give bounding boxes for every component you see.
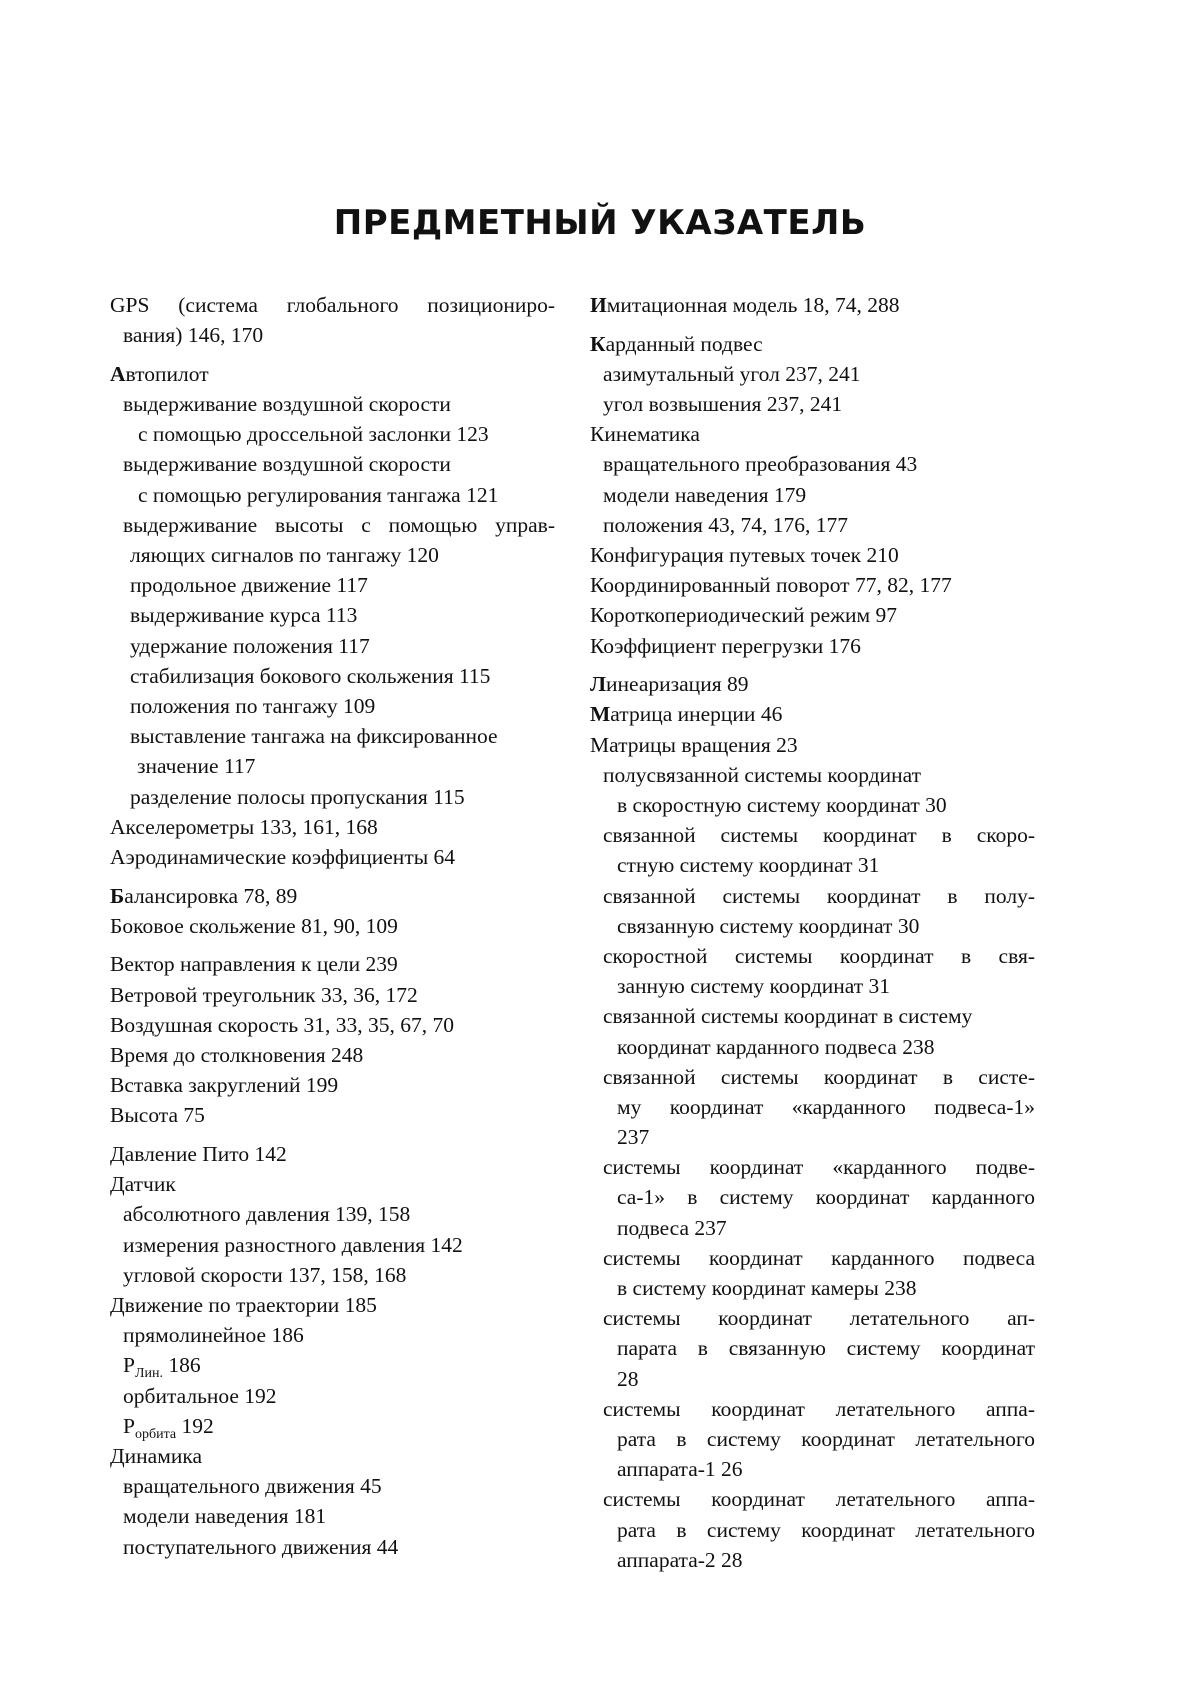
- index-entry-subscript: Лин.: [134, 1366, 163, 1382]
- index-entry-text: Короткопериодический режим 97: [590, 603, 898, 628]
- index-letter-group: [110, 881, 555, 941]
- index-subentry: [590, 850, 1035, 880]
- index-subentry: [110, 1471, 555, 1501]
- index-entry-text: вания) 146, 170: [123, 323, 264, 348]
- index-subentry: [590, 449, 1035, 479]
- index-entry: [590, 540, 1035, 570]
- index-entry-text: митационная модель 18, 74, 288: [606, 293, 900, 317]
- index-subentry: [590, 1484, 1035, 1514]
- index-entry: [590, 419, 1035, 449]
- index-subentry: [110, 1411, 555, 1441]
- index-entry-text: вращательного преобразования 43: [603, 452, 918, 477]
- index-subentry: [590, 971, 1035, 1001]
- index-entry-text: Ветровой треугольник 33, 36, 172: [110, 982, 418, 1007]
- index-letter-group: [590, 290, 1035, 320]
- index-entry: [590, 329, 1035, 359]
- page-title: ПРЕДМЕТНЫЙ УКАЗАТЕЛЬ: [333, 202, 867, 243]
- index-initial-letter: М: [590, 702, 611, 727]
- index-entry: [110, 1169, 555, 1199]
- index-subentry: [590, 389, 1035, 419]
- index-entry-text: модели наведения 179: [603, 482, 807, 507]
- index-entry-text: са-1» в систему координат карданного: [617, 1185, 1035, 1210]
- index-entry-subscript: орбита: [134, 1426, 177, 1442]
- index-entry-text: парата в связанную систему координат: [617, 1336, 1035, 1361]
- index-entry: [590, 290, 1035, 320]
- index-page-ref: 192: [176, 1413, 214, 1438]
- index-entry-text: Коэффициент перегрузки 176: [590, 633, 861, 658]
- index-entry: [110, 980, 555, 1010]
- index-entry-text: аппарата-2 28: [617, 1547, 743, 1572]
- index-subentry: [590, 1394, 1035, 1424]
- index-subentry: [590, 1515, 1035, 1545]
- index-entry-text: выдерживание воздушной скорости: [123, 452, 451, 477]
- index-entry: [110, 881, 555, 911]
- index-entry-text: стабилизация бокового скольжения 115: [130, 663, 491, 688]
- index-page-ref: 186: [162, 1353, 201, 1378]
- index-entry-text: Аэродинамические коэффициенты 64: [110, 844, 456, 869]
- index-entry-text: выдерживание высоты с помощью управ-: [123, 512, 555, 537]
- index-entry-text: системы координат летательного ап-: [603, 1306, 1035, 1331]
- index-subentry: [110, 1260, 555, 1290]
- index-entry-text: разделение полосы пропускания 115: [130, 784, 465, 809]
- index-entry-text: стную систему координат 31: [617, 853, 880, 878]
- index-entry-text: положения по тангажу 109: [130, 693, 376, 718]
- index-entry-text: угол возвышения 237, 241: [603, 392, 843, 417]
- index-entry: [110, 1139, 555, 1169]
- index-subentry: [110, 480, 555, 510]
- index-entry: [110, 290, 555, 320]
- index-entry-text: в систему координат камеры 238: [617, 1276, 917, 1300]
- index-entry-text: GPS (система глобального позициониро-: [110, 293, 555, 317]
- index-entry: [590, 730, 1035, 760]
- index-subentry: [110, 1199, 555, 1229]
- index-subentry: [590, 510, 1035, 540]
- index-initial-letter: К: [590, 331, 606, 356]
- index-subentry: [110, 570, 555, 600]
- index-subentry: [590, 1182, 1035, 1212]
- index-entry-text: P: [123, 1353, 135, 1378]
- index-initial-letter: Б: [110, 883, 125, 908]
- index-entry-text: связанной системы координат в полу-: [603, 883, 1035, 908]
- index-entry: [110, 1441, 555, 1471]
- index-subentry: [590, 760, 1035, 790]
- index-entry-text: скоростной системы координат в свя-: [603, 943, 1035, 968]
- index-entry-text: Вектор направления к цели 239: [110, 952, 398, 977]
- index-entry-text: значение 117: [137, 754, 256, 779]
- index-entry-text: Высота 75: [110, 1103, 205, 1128]
- index-entry: [110, 842, 555, 872]
- index-subentry: [590, 941, 1035, 971]
- index-subentry: [590, 1273, 1035, 1303]
- index-entry-text: удержание положения 117: [130, 633, 370, 658]
- index-entry-text: Воздушная скорость 31, 33, 35, 67, 70: [110, 1012, 455, 1037]
- index-entry-text: 28: [617, 1366, 639, 1391]
- index-entry-text: рата в систему координат летательного: [617, 1426, 1035, 1451]
- index-entry-text: подвеса 237: [617, 1215, 727, 1240]
- index-subentry: [590, 480, 1035, 510]
- index-entry-text: ляющих сигналов по тангажу 120: [130, 543, 439, 567]
- index-entry-text: продольное движение 117: [130, 573, 368, 598]
- index-subentry: [110, 389, 555, 419]
- index-subentry: [590, 911, 1035, 941]
- index-letter-group: [590, 329, 1035, 661]
- index-entry-text: прямолинейное 186: [123, 1323, 304, 1348]
- index-entry-text: связанной системы координат в скоро-: [603, 823, 1035, 848]
- index-subentry: [110, 419, 555, 449]
- index-letter-group: [590, 669, 1035, 1575]
- index-subentry: [590, 1092, 1035, 1122]
- index-subentry: [590, 820, 1035, 850]
- index-entry-text: полусвязанной системы координат: [603, 762, 922, 787]
- index-subentry: [590, 1424, 1035, 1454]
- index-subentry: [110, 1230, 555, 1260]
- index-entry-text: выдерживание воздушной скорости: [123, 392, 451, 417]
- index-column-right: [590, 290, 1035, 1583]
- index-entry: [110, 1010, 555, 1040]
- index-entry-text: P: [123, 1413, 135, 1438]
- index-entry-text: Конфигурация путевых точек 210: [590, 543, 899, 567]
- index-entry: [110, 911, 555, 941]
- index-entry-text: поступательного движения 44: [123, 1534, 399, 1559]
- index-subentry: [110, 540, 555, 570]
- index-entry: [110, 949, 555, 979]
- index-entry-text: Динамика: [110, 1443, 202, 1468]
- index-entry-text: системы координат летательного аппа-: [603, 1487, 1035, 1512]
- index-entry: [590, 600, 1035, 630]
- index-entry-text: атрица инерции 46: [610, 702, 783, 727]
- index-subentry: [110, 751, 555, 781]
- index-subentry: [590, 1001, 1035, 1031]
- index-entry-text: рата в систему координат летательного: [617, 1517, 1035, 1542]
- index-subentry: [590, 1364, 1035, 1394]
- index-letter-group: [110, 1139, 555, 1562]
- index-entry-text: системы координат летательного аппа-: [603, 1396, 1035, 1421]
- index-subentry: [110, 631, 555, 661]
- index-letter-group: [110, 290, 555, 350]
- index-entry-text: Матрицы вращения 23: [590, 732, 798, 757]
- index-entry-text: в скоростную систему координат 30: [617, 793, 947, 817]
- index-subentry: [590, 1122, 1035, 1152]
- index-entry: [590, 699, 1035, 729]
- index-entry-text: выставление тангажа на фиксированное: [130, 724, 498, 749]
- index-subentry: [110, 600, 555, 630]
- index-entry: [110, 1070, 555, 1100]
- index-subentry: [590, 1243, 1035, 1273]
- index-entry: [110, 1290, 555, 1320]
- index-entry-text: абсолютного давления 139, 158: [123, 1202, 411, 1227]
- index-entry-text: Давление Пито 142: [110, 1142, 287, 1167]
- index-entry: [590, 631, 1035, 661]
- index-entry-text: Акселерометры 133, 161, 168: [110, 814, 378, 839]
- index-entry-text: орбитальное 192: [123, 1383, 277, 1408]
- index-entry-text: системы координат карданного подвеса: [603, 1245, 1035, 1270]
- index-subentry: [590, 881, 1035, 911]
- index-entry: [110, 812, 555, 842]
- index-subentry: [110, 782, 555, 812]
- index-entry-text: занную систему координат 31: [617, 974, 891, 999]
- index-entry-text: Кинематика: [590, 422, 700, 447]
- index-entry: [590, 669, 1035, 699]
- index-entry-text: аппарата-1 26: [617, 1457, 743, 1482]
- index-entry-text: вращательного движения 45: [123, 1474, 382, 1499]
- index-entry-text: арданный подвес: [605, 331, 763, 356]
- index-subentry: [590, 790, 1035, 820]
- index-letter-group: [110, 949, 555, 1130]
- index-subentry: [110, 661, 555, 691]
- index-entry-text: Датчик: [110, 1172, 176, 1197]
- index-subentry: [590, 1303, 1035, 1333]
- index-initial-letter: И: [590, 293, 607, 317]
- index-subentry: [590, 359, 1035, 389]
- index-entry-text: модели наведения 181: [123, 1504, 327, 1529]
- index-subentry: [110, 1350, 555, 1380]
- index-entry-text: положения 43, 74, 176, 177: [603, 512, 849, 537]
- index-entry-text: связанной системы координат в систе-: [603, 1064, 1035, 1089]
- index-entry: [110, 1040, 555, 1070]
- index-entry-text: Время до столкновения 248: [110, 1043, 364, 1067]
- index-subentry: [110, 449, 555, 479]
- index-initial-letter: А: [110, 361, 126, 386]
- index-subentry: [590, 1152, 1035, 1182]
- index-column-left: [110, 290, 555, 1570]
- index-letter-group: [110, 359, 555, 872]
- index-subentry: [590, 1454, 1035, 1484]
- index-entry-text: Боковое скольжение 81, 90, 109: [110, 913, 398, 938]
- index-subentry: [110, 1381, 555, 1411]
- index-subentry: [590, 1032, 1035, 1062]
- index-entry-text: координат карданного подвеса 238: [617, 1034, 935, 1059]
- index-entry-text: Вставка закруглений 199: [110, 1073, 339, 1098]
- index-subentry: [590, 1062, 1035, 1092]
- index-entry-text: измерения разностного давления 142: [123, 1232, 463, 1257]
- index-entry-text: инеаризация 89: [606, 672, 749, 697]
- index-subentry: [590, 1333, 1035, 1363]
- index-subentry: [590, 1213, 1035, 1243]
- index-entry-text: Координированный поворот 77, 82, 177: [590, 573, 952, 598]
- index-entry: [110, 359, 555, 389]
- index-entry-text: с помощью регулирования тангажа 121: [138, 482, 499, 507]
- index-entry-text: системы координат «карданного подве-: [603, 1155, 1035, 1180]
- index-entry-text: азимутальный угол 237, 241: [603, 361, 861, 386]
- index-entry-text: алансировка 78, 89: [124, 883, 298, 908]
- index-entry-text: 237: [617, 1125, 650, 1150]
- index-entry-text: втопилот: [125, 361, 209, 386]
- index-entry-text: с помощью дроссельной заслонки 123: [138, 422, 489, 447]
- index-subentry: [110, 691, 555, 721]
- index-subentry: [110, 1532, 555, 1562]
- index-entry-text: Движение по траектории 185: [110, 1293, 377, 1317]
- index-initial-letter: Л: [590, 672, 607, 697]
- index-subentry: [110, 510, 555, 540]
- index-entry-text: выдерживание курса 113: [130, 603, 358, 628]
- index-entry-text: угловой скорости 137, 158, 168: [123, 1262, 407, 1287]
- index-subentry: [110, 1320, 555, 1350]
- index-entry: [590, 570, 1035, 600]
- index-subentry: [110, 721, 555, 751]
- index-subentry: [590, 1545, 1035, 1575]
- index-subentry: [110, 320, 555, 350]
- index-entry: [110, 1100, 555, 1130]
- index-entry-text: му координат «карданного подвеса-1»: [617, 1094, 1035, 1119]
- index-entry-text: связанную систему координат 30: [617, 913, 920, 938]
- index-entry-text: связанной системы координат в систему: [603, 1004, 973, 1029]
- index-subentry: [110, 1501, 555, 1531]
